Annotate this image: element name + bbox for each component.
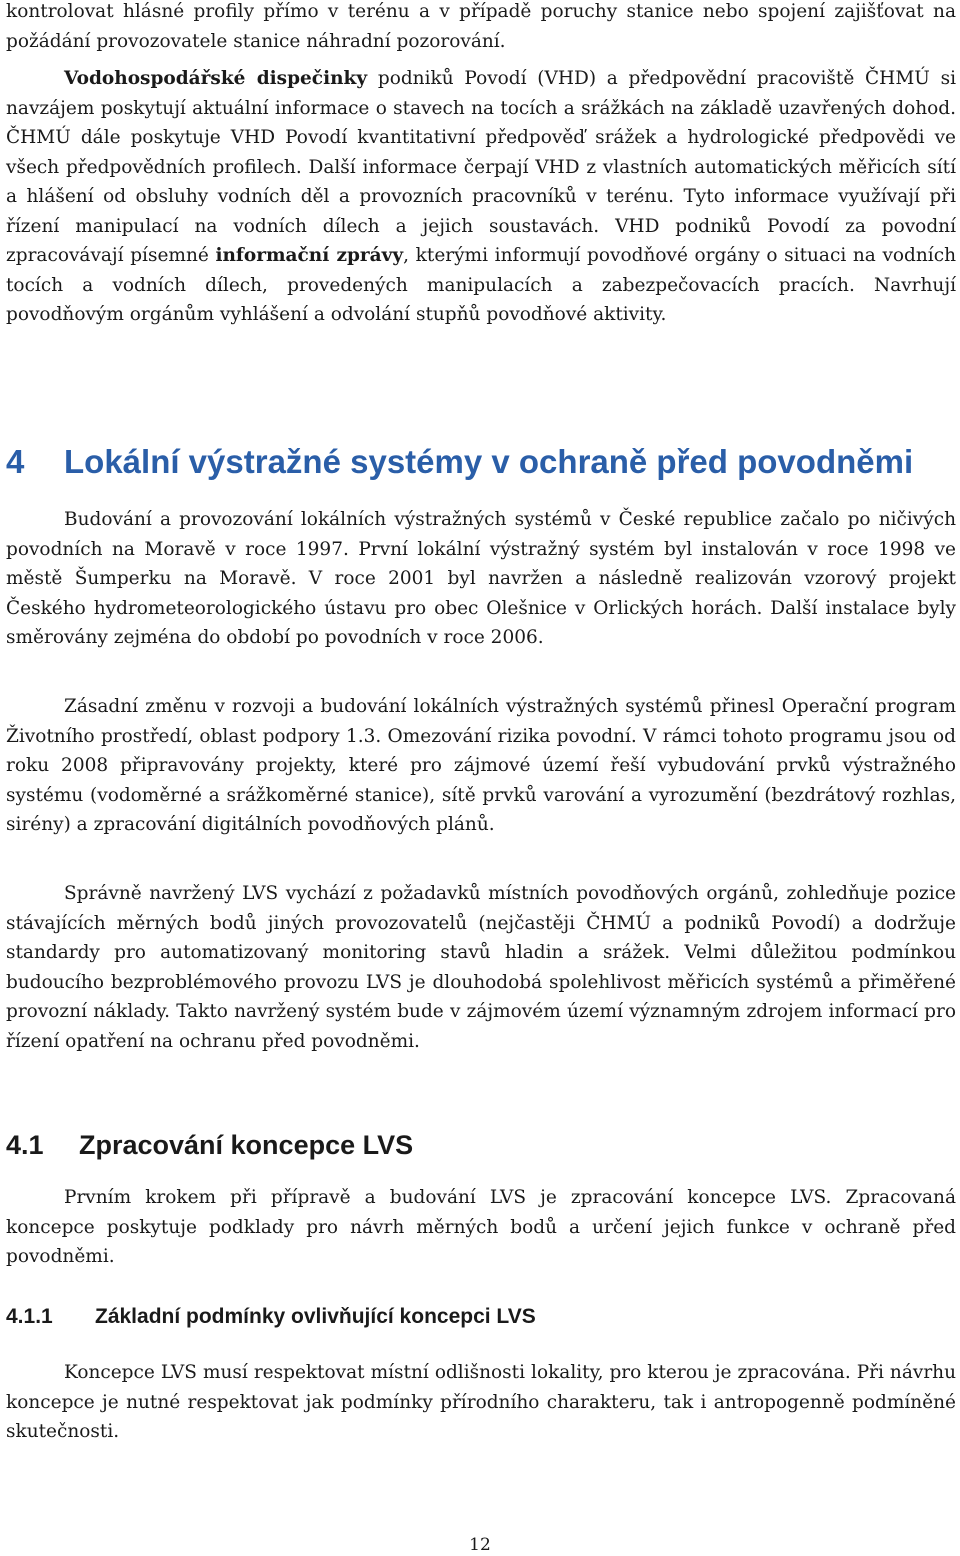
page-number: 12	[469, 1535, 491, 1555]
section-4-1-1-heading	[6, 1302, 536, 1332]
section-4-paragraph-1: Budování a provozování lokálních výstražných systémů v České republice začalo po ničivých povodních na Moravě v roce 1997. První lokální výstražný systém byl instalován v roce 1998 ve městě Šumperku na Moravě. V roce 2001 byl navržen a následně realizován vzorový projekt Českého hydrometeorologického ústavu pro obec Olešnice v Orlických horách. Další instalace byly směrovány zejména do období po povodních v roce 2006.	[6, 509, 956, 648]
section-4-1-number: 4.1	[6, 1130, 44, 1160]
intro-paragraph-1: kontrolovat hlásné profily přímo v terénu a v případě poruchy stanice nebo spojení zajišťovat na požádání provozovatele stanice náhradní pozorování.	[6, 1, 956, 52]
section-4-1-1-number: 4.1.1	[6, 1305, 53, 1328]
section-4-title: Lokální výstražné systémy v ochraně před povodněmi	[64, 443, 914, 480]
section-4-1-paragraph-1: Prvním krokem při přípravě a budování LVS je zpracování koncepce LVS. Zpracovaná koncepce poskytuje podklady pro návrh měrných bodů a určení jejich funkce v ochraně před povodněmi.	[6, 1187, 956, 1267]
section-4-1-1-paragraph-1: Koncepce LVS musí respektovat místní odlišnosti lokality, pro kterou je zpracována. Při návrhu koncepce je nutné respektovat jak podmínky přírodního charakteru, tak i antropogenně podmíněné skutečnosti.	[6, 1362, 956, 1442]
section-4-heading	[6, 440, 913, 484]
info-report-term: informační zprávy	[215, 245, 404, 266]
intro-paragraph-2	[6, 64, 956, 330]
section-4-1-heading	[6, 1127, 413, 1163]
section-4-number: 4	[6, 443, 25, 480]
section-4-paragraph-3: Správně navržený LVS vychází z požadavků místních povodňových orgánů, zohledňuje pozice stávajících měrných bodů jiných provozovatelů (nejčastěji ČHMÚ a podniků Povodí) a dodržuje standardy pro automatizovaný monitoring stavů hladin a srážek. Velmi důležitou podmínkou budoucího bezproblémového provozu LVS je dlouhodobá spolehlivost měřicích systémů a přiměřené provozní náklady. Takto navržený systém bude v zájmovém území významným zdrojem informací pro řízení opatření na ochranu před povodněmi.	[6, 883, 956, 1052]
section-4-1-title: Zpracování koncepce LVS	[79, 1130, 414, 1160]
intro-paragraph-2-text-b: , kterými informují povodňové orgány o situaci na vodních tocích a vodních dílech, provedených manipulacích a zabezpečovacích pracích. Navrhují povodňovým orgánům vyhlášení a odvolání stupňů povodňové aktivity.	[6, 245, 956, 325]
dispatch-term: Vodohospodářské dispečinky	[64, 68, 368, 89]
intro-paragraph-2-text-a: podniků Povodí (VHD) a předpovědní pracoviště ČHMÚ si navzájem poskytují aktuální informace o stavech na tocích a srážkách na základě uzavřených dohod. ČHMÚ dále poskytuje VHD Povodí kvantitativní předpověď srážek a hydrologické předpovědi ve všech předpovědních profilech. Další informace čerpají VHD z vlastních automatických měřicích sítí a hlášení od obsluhy vodních děl a provozních pracovníků v terénu. Tyto informace využívají při řízení manipulací na vodních dílech a jejich soustavách. VHD podniků Povodí za povodní zpracovávají písemné	[6, 68, 956, 266]
section-4-paragraph-2: Zásadní změnu v rozvoji a budování lokálních výstražných systémů přinesl Operační program Životního prostředí, oblast podpory 1.3. Omezování rizika povodní. V rámci tohoto programu jsou od roku 2008 připravovány projekty, které pro zájmové území řeší vybudování prvků výstražného systému (vodoměrné a srážkoměrné stanice), sítě prvků varování a vyrozumění (bezdrátový rozhlas, sirény) a zpracování digitálních povodňových plánů.	[6, 696, 956, 835]
section-4-1-1-title: Základní podmínky ovlivňující koncepci LVS	[95, 1305, 536, 1328]
